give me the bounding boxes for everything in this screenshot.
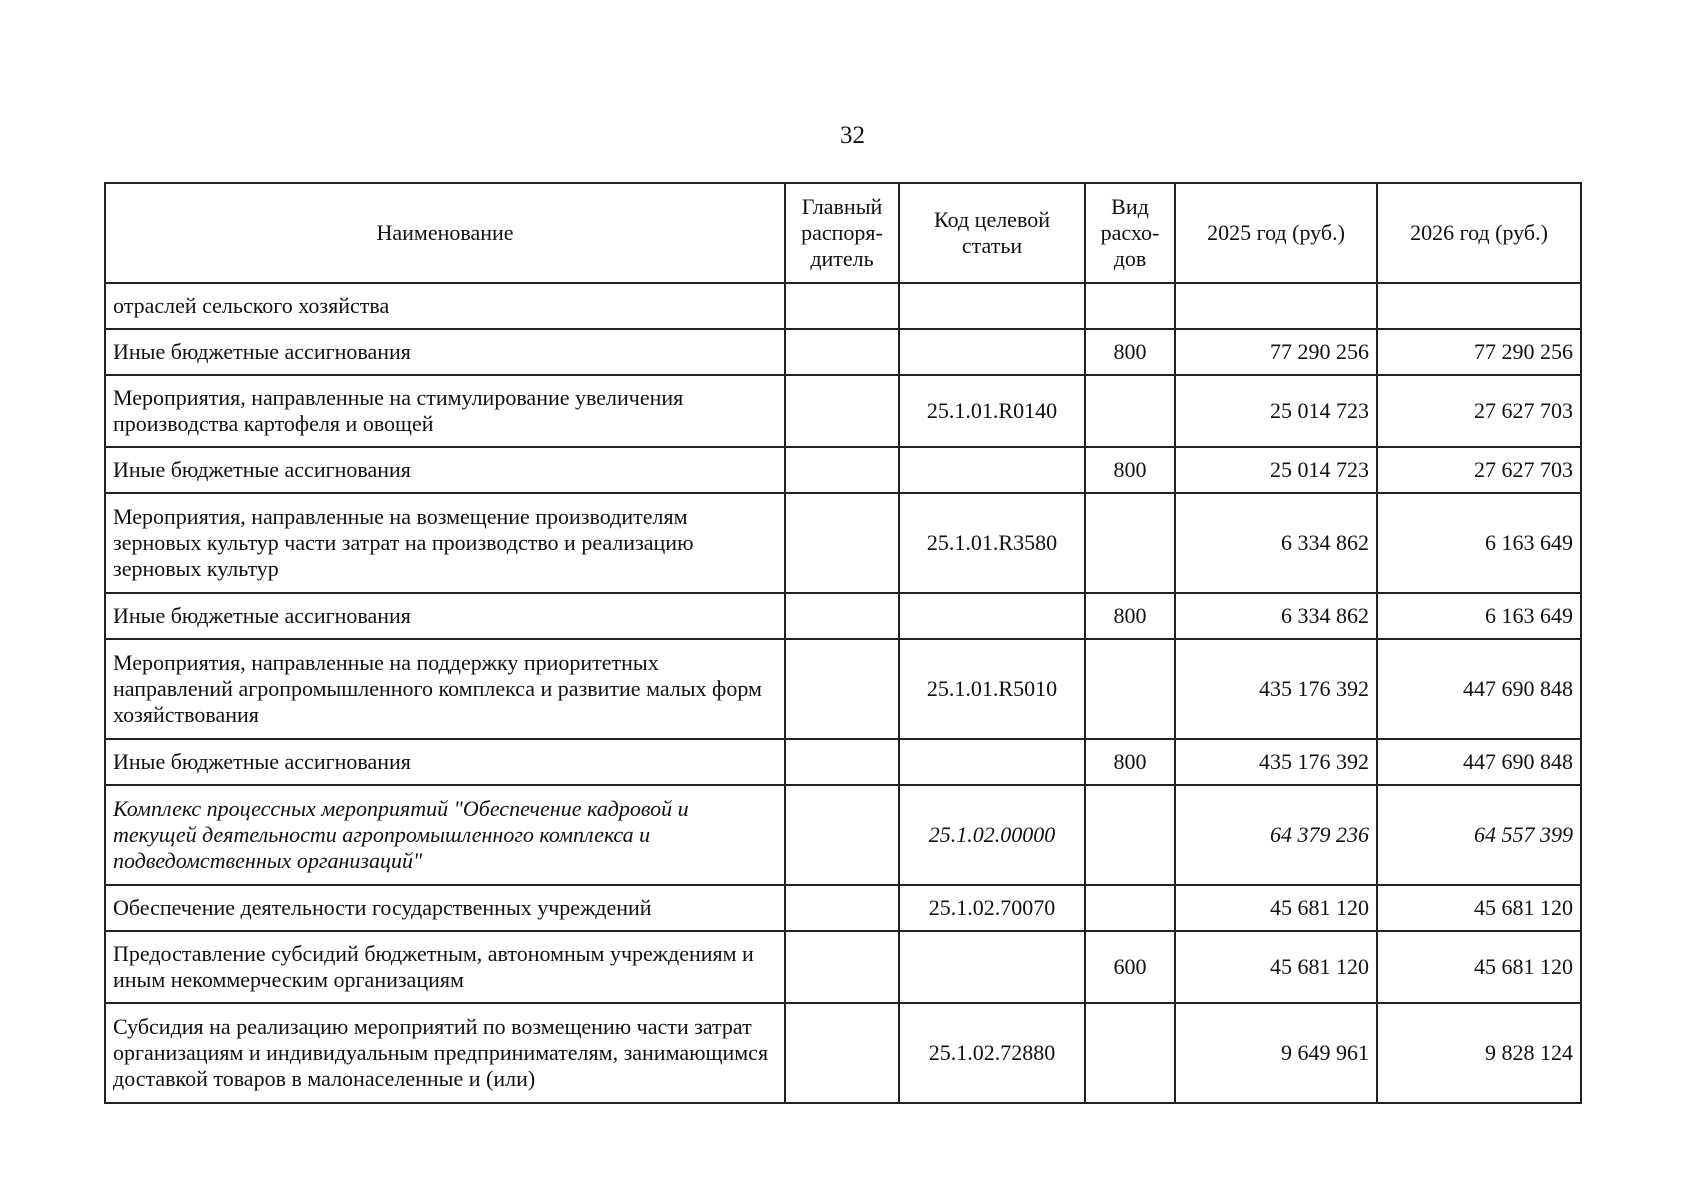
- row-type: 800: [1085, 329, 1175, 375]
- row-manager: [785, 639, 899, 739]
- row-2025: 25 014 723: [1175, 375, 1377, 447]
- row-code: [899, 931, 1085, 1003]
- header-type: Вид расхо-дов: [1085, 183, 1175, 283]
- row-2025: 45 681 120: [1175, 885, 1377, 931]
- row-2025: 64 379 236: [1175, 785, 1377, 885]
- table-row: [105, 739, 1581, 785]
- table-row: [105, 885, 1581, 931]
- row-2025: 77 290 256: [1175, 329, 1377, 375]
- row-2026: 45 681 120: [1377, 931, 1581, 1003]
- table-row: [105, 447, 1581, 493]
- row-type: 800: [1085, 593, 1175, 639]
- row-name: Субсидия на реализацию мероприятий по возмещению части затрат организациям и индивидуальным предпринимателям, занимающимся доставкой товаров в малонаселенные и (или): [105, 1003, 785, 1103]
- row-code: [899, 447, 1085, 493]
- table-row: [105, 283, 1581, 329]
- row-2025: 45 681 120: [1175, 931, 1377, 1003]
- row-code: 25.1.02.00000: [899, 785, 1085, 885]
- row-manager: [785, 1003, 899, 1103]
- row-name: Мероприятия, направленные на стимулирование увеличения производства картофеля и овощей: [105, 375, 785, 447]
- row-type: [1085, 639, 1175, 739]
- row-manager: [785, 785, 899, 885]
- row-2026: 6 163 649: [1377, 493, 1581, 593]
- header-manager: Главный распоря-дитель: [785, 183, 899, 283]
- row-manager: [785, 931, 899, 1003]
- table-row: [105, 1003, 1581, 1103]
- table-row: [105, 593, 1581, 639]
- row-name: Мероприятия, направленные на поддержку приоритетных направлений агропромышленного комплекса и развитие малых форм хозяйствования: [105, 639, 785, 739]
- row-code: 25.1.02.72880: [899, 1003, 1085, 1103]
- row-2025: [1175, 283, 1377, 329]
- header-code: Код целевой статьи: [899, 183, 1085, 283]
- row-2026: 27 627 703: [1377, 447, 1581, 493]
- row-2025: 6 334 862: [1175, 493, 1377, 593]
- row-name: Иные бюджетные ассигнования: [105, 329, 785, 375]
- row-manager: [785, 493, 899, 593]
- row-2025: 25 014 723: [1175, 447, 1377, 493]
- table-row: [105, 329, 1581, 375]
- row-name: Обеспечение деятельности государственных учреждений: [105, 885, 785, 931]
- budget-table: [104, 182, 1582, 1104]
- row-type: 800: [1085, 739, 1175, 785]
- header-row: [105, 183, 1581, 283]
- row-2026: 64 557 399: [1377, 785, 1581, 885]
- row-manager: [785, 283, 899, 329]
- row-2026: 447 690 848: [1377, 639, 1581, 739]
- header-2026: 2026 год (руб.): [1377, 183, 1581, 283]
- row-type: [1085, 283, 1175, 329]
- row-name: Иные бюджетные ассигнования: [105, 447, 785, 493]
- row-name: отраслей сельского хозяйства: [105, 283, 785, 329]
- table-row: [105, 639, 1581, 739]
- row-2026: 27 627 703: [1377, 375, 1581, 447]
- header-2025: 2025 год (руб.): [1175, 183, 1377, 283]
- row-code: [899, 739, 1085, 785]
- row-type: [1085, 785, 1175, 885]
- row-name: Иные бюджетные ассигнования: [105, 739, 785, 785]
- row-manager: [785, 447, 899, 493]
- row-type: [1085, 1003, 1175, 1103]
- row-name: Предоставление субсидий бюджетным, автономным учреждениям и иным некоммерческим организациям: [105, 931, 785, 1003]
- page-number: 32: [840, 122, 865, 149]
- row-2025: 9 649 961: [1175, 1003, 1377, 1103]
- header-name: Наименование: [105, 183, 785, 283]
- table-row: [105, 493, 1581, 593]
- row-type: [1085, 375, 1175, 447]
- table-row-program-complex: [105, 785, 1581, 885]
- row-2026: 6 163 649: [1377, 593, 1581, 639]
- row-manager: [785, 885, 899, 931]
- row-manager: [785, 375, 899, 447]
- row-name: Комплекс процессных мероприятий "Обеспечение кадровой и текущей деятельности агропромышленного комплекса и подведомственных организаций": [105, 785, 785, 885]
- row-2026: 77 290 256: [1377, 329, 1581, 375]
- table-row: [105, 931, 1581, 1003]
- row-2025: 435 176 392: [1175, 739, 1377, 785]
- row-name: Иные бюджетные ассигнования: [105, 593, 785, 639]
- row-2026: 447 690 848: [1377, 739, 1581, 785]
- row-code: [899, 283, 1085, 329]
- row-manager: [785, 593, 899, 639]
- row-type: 800: [1085, 447, 1175, 493]
- row-2026: 9 828 124: [1377, 1003, 1581, 1103]
- row-2026: 45 681 120: [1377, 885, 1581, 931]
- table-row: [105, 375, 1581, 447]
- row-type: [1085, 885, 1175, 931]
- row-type: [1085, 493, 1175, 593]
- row-2025: 6 334 862: [1175, 593, 1377, 639]
- row-2026: [1377, 283, 1581, 329]
- row-code: 25.1.01.R3580: [899, 493, 1085, 593]
- row-name: Мероприятия, направленные на возмещение производителям зерновых культур части затрат на производство и реализацию зерновых культур: [105, 493, 785, 593]
- row-code: 25.1.01.R5010: [899, 639, 1085, 739]
- row-type: 600: [1085, 931, 1175, 1003]
- row-manager: [785, 739, 899, 785]
- row-code: 25.1.01.R0140: [899, 375, 1085, 447]
- row-2025: 435 176 392: [1175, 639, 1377, 739]
- row-code: [899, 329, 1085, 375]
- row-manager: [785, 329, 899, 375]
- row-code: [899, 593, 1085, 639]
- row-code: 25.1.02.70070: [899, 885, 1085, 931]
